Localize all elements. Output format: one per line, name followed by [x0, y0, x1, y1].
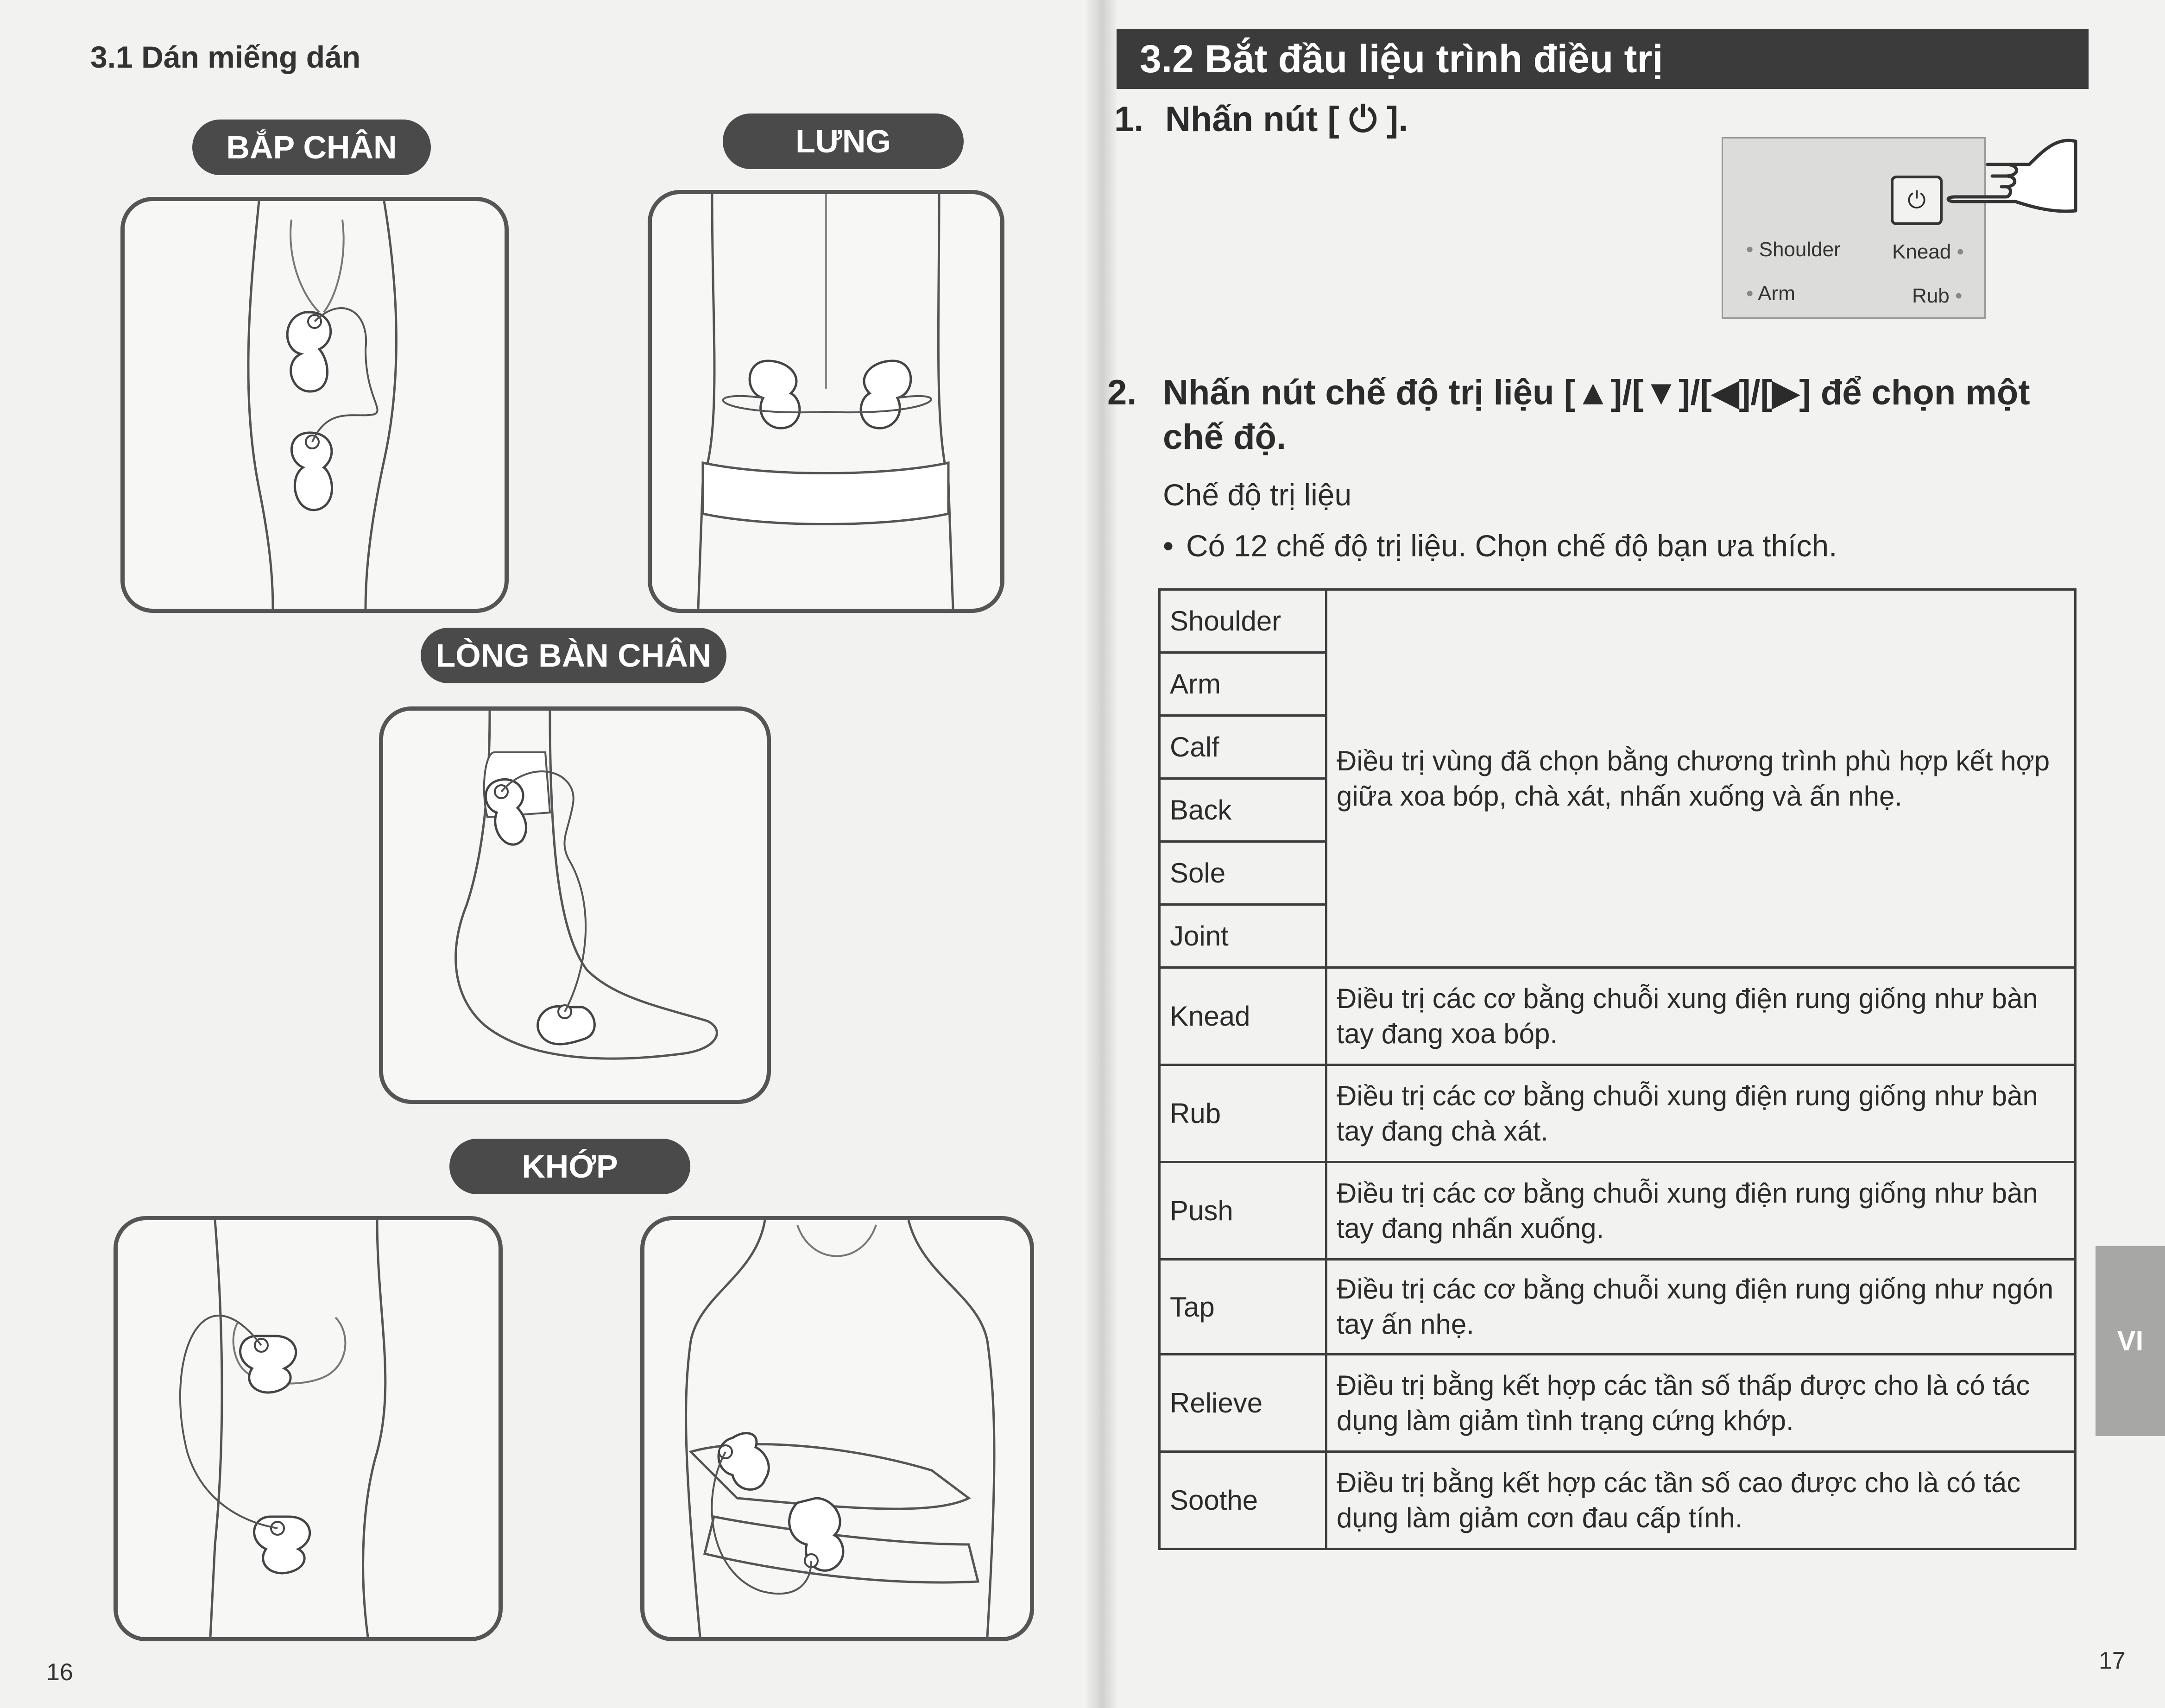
book-gutter	[1084, 0, 1117, 1708]
mode-description: Điều trị bằng kết hợp các tần số cao được cho là có tác dụng làm giảm cơn đau cấp tính.	[1326, 1452, 2076, 1549]
section-title-3-1: 3.1 Dán miếng dán	[90, 40, 361, 74]
mode-name: Shoulder	[1160, 590, 1326, 653]
foot-drawing	[383, 711, 767, 1100]
back-illustration	[648, 190, 1004, 613]
mode-description: Điều trị các cơ bằng chuỗi xung điện rung giống như bàn tay đang nhấn xuống.	[1326, 1162, 2076, 1260]
pressing-hand-icon	[1937, 132, 2080, 225]
power-icon: ⏻	[1907, 187, 1926, 213]
elbow-drawing	[644, 1220, 1030, 1637]
mode-bullet-text: Có 12 chế độ trị liệu. Chọn chế độ bạn ưa thích.	[1186, 529, 1837, 563]
label-calf: BẮP CHÂN	[192, 120, 431, 175]
knee-illustration	[114, 1216, 503, 1641]
table-row	[1160, 968, 2076, 1065]
calf-leg-drawing	[125, 201, 505, 609]
mode-name: Sole	[1160, 842, 1326, 905]
table-row	[1160, 590, 2076, 653]
label-joint: KHỚP	[449, 1139, 690, 1194]
table-row	[1160, 1260, 2076, 1355]
step-2-text: Nhấn nút chế độ trị liệu [▲]/[▼]/[◀]/[▶] để chọn một chế độ.	[1163, 373, 2030, 457]
device-label-rub: Rub •	[1912, 284, 1963, 307]
table-row	[1160, 1355, 2076, 1452]
step-1	[1114, 97, 1408, 142]
mode-heading: Chế độ trị liệu	[1163, 478, 1352, 512]
mode-name: Push	[1160, 1162, 1326, 1260]
mode-name: Rub	[1160, 1065, 1326, 1162]
language-tab: VI	[2096, 1246, 2165, 1436]
sole-illustration	[379, 706, 771, 1104]
device-label-shoulder: • Shoulder	[1746, 238, 1841, 261]
area-mode-description: Điều trị vùng đã chọn bằng chương trình phù hợp kết hợp giữa xoa bóp, chà xát, nhấn xuống và ấn nhẹ.	[1326, 590, 2076, 968]
mode-description: Điều trị các cơ bằng chuỗi xung điện rung giống như ngón tay ấn nhẹ.	[1326, 1260, 2076, 1355]
mode-description: Điều trị bằng kết hợp các tần số thấp được cho là có tác dụng làm giảm tình trạng cứng khớp.	[1326, 1355, 2076, 1452]
mode-name: Arm	[1160, 653, 1326, 716]
table-row	[1160, 1162, 2076, 1260]
back-drawing	[652, 194, 1000, 609]
mode-name: Joint	[1160, 905, 1326, 968]
section-title-3-2: 3.2 Bắt đầu liệu trình điều trị	[1117, 29, 2089, 89]
step-1-text: Nhấn nút [ ⏻ ].	[1165, 100, 1408, 139]
step-1-number: 1.	[1114, 100, 1144, 139]
mode-description: Điều trị các cơ bằng chuỗi xung điện rung giống như bàn tay đang chà xát.	[1326, 1065, 2076, 1162]
page-number-right: 17	[2099, 1647, 2126, 1674]
mode-name: Tap	[1160, 1260, 1326, 1355]
elbow-illustration	[640, 1216, 1034, 1641]
knee-drawing	[118, 1220, 499, 1637]
step-2-number: 2.	[1107, 373, 1137, 412]
label-back: LƯNG	[723, 113, 964, 169]
table-row	[1160, 1065, 2076, 1162]
mode-table	[1158, 588, 2077, 1550]
table-row	[1160, 1452, 2076, 1549]
mode-bullet: • Có 12 chế độ trị liệu. Chọn chế độ bạn ưa thích.	[1163, 529, 1837, 563]
step-2	[1107, 371, 2071, 460]
mode-description: Điều trị các cơ bằng chuỗi xung điện rung giống như bàn tay đang xoa bóp.	[1326, 968, 2076, 1065]
device-label-knead: Knead •	[1892, 240, 1964, 263]
device-label-arm: • Arm	[1746, 282, 1795, 305]
power-button[interactable]	[1891, 176, 1943, 225]
calf-illustration	[120, 197, 509, 613]
mode-name: Calf	[1160, 716, 1326, 779]
mode-name: Knead	[1160, 968, 1326, 1065]
page-number-left: 16	[46, 1659, 73, 1686]
mode-name: Soothe	[1160, 1452, 1326, 1549]
label-sole: LÒNG BÀN CHÂN	[421, 628, 726, 683]
mode-name: Back	[1160, 779, 1326, 842]
mode-name: Relieve	[1160, 1355, 1326, 1452]
